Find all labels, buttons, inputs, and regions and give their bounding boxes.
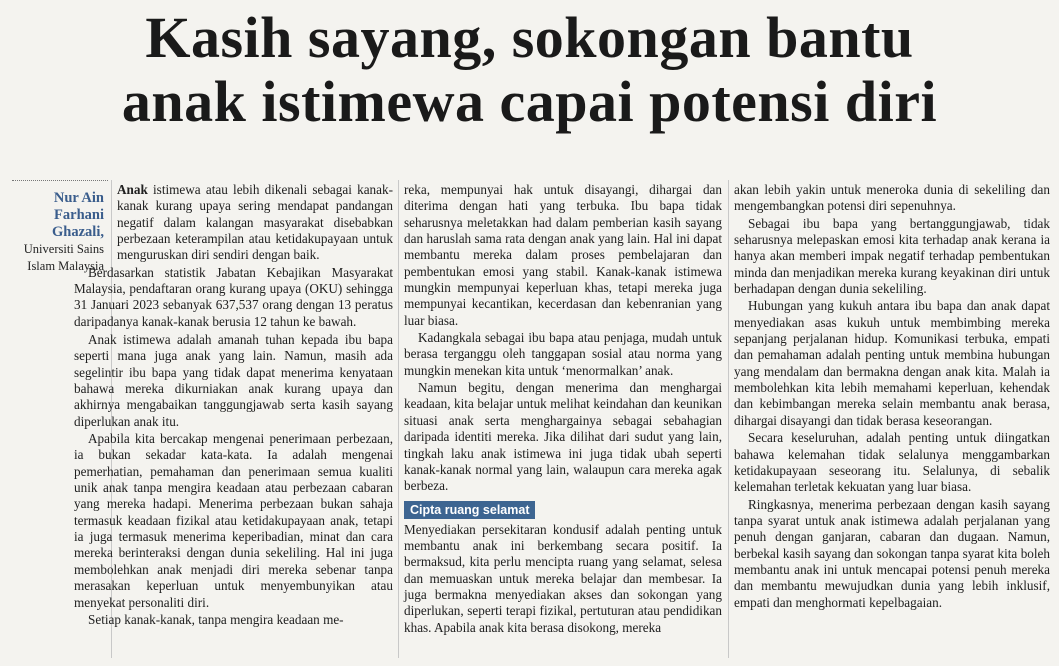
author-name-line-1: Nur Ain [53,190,104,206]
paragraph: Sebagai ibu bapa yang bertanggungjawab, tidak seharusnya melepaskan emosi kita terhadap anak kerana ia hanya akan memberi impak negatif terhadap pembentukan minda dan menjadikan mereka kurang keyakinan diri untuk berhadapan dengan dunia sekeliling. [734,215,1050,297]
headline [0,6,1059,134]
paragraph: Hubungan yang kukuh antara ibu bapa dan anak dapat menyediakan asas kukuh untuk membimbing mereka sepanjang perjalanan hidup. Komunikasi terbuka, empati dan pemahaman adalah penting untuk membina hubungan yang mendalam dan bermakna dengan anak kita. Malah ia membolehkan kita lebih memahami keperluan, kehendak dan kebimbangan mereka selain membantu anak berasa, dihargai disayangi dan tidak berasa keseorangan. [734,298,1050,428]
headline-line-1: Kasih sayang, sokongan bantu [145,5,914,70]
article-column-1-wide [74,332,393,629]
article-column-2 [404,182,722,637]
author-name-line-3: Ghazali, [52,224,104,240]
paragraph [117,182,393,264]
byline-rule [12,180,108,181]
section-subheading: Cipta ruang selamat [404,501,535,519]
paragraph: Kadangkala sebagai ibu bapa atau penjaga, mudah untuk berasa terganggu oleh tanggapan sosial atau norma yang mungkin menekan kita untuk ‘menormalkan’ anak. [404,330,722,378]
column-divider-3 [728,180,729,658]
paragraph: Anak istimewa adalah amanah tuhan kepada ibu bapa seperti mana juga anak yang lain. Namun, masih ada segelintir ibu bapa yang tidak dapat menerima kenyataan bahawa mereka dikurniakan anak kurang upaya dan akhirnya mengabaikan tanggungjawab serta kasih sayang diperlukan anak itu. [74,332,393,429]
author-affiliation-line-2: Islam Malaysia [27,259,104,273]
headline-line-2: anak istimewa capai potensi diri [121,69,938,134]
paragraph: Secara keseluruhan, adalah penting untuk diingatkan bahawa kelemahan tidak selalunya menggambarkan ketidakupayaan seseorang itu. Selalunya, di sebalik kelemahan terletak kekuatan yang luar biasa. [734,430,1050,495]
paragraph: Setiap kanak-kanak, tanpa mengira keadaan me- [88,611,344,627]
paragraph: Namun begitu, dengan menerima dan menghargai keadaan, kita belajar untuk melihat keindahan dan keunikan situasi anak serta menghargainya sebagai sebahagian daripada identiti mereka. Jika dilihat dari sudut yang lain, tingkah laku anak istimewa ini juga tidak ubah seperti kanak-kanak normal yang lain, walaupun cara mereka agak berbeza. [404,380,722,494]
article-column-3 [734,182,1050,612]
paragraph-text: istimewa atau lebih dikenali sebagai kanak-kanak kurang upaya sering mendapat pandangan negatif dalam kalangan masyarakat disebabkan perbezaan keterampilan atau ketidakupayaan untuk menguruskan diri sendiri dengan baik. [117,182,393,263]
paragraph: reka, mempunyai hak untuk disayangi, dihargai dan diterima dengan hati yang terbuka. Ibu bapa tidak seharusnya meletakkan had dalam pemberian kasih sayang dan haruslah sama rata dengan anak yang lain. Hal ini dapat membantu mereka dalam proses pembelajaran dan pembentukan emosi yang stabil. Kanak-kanak istimewa mungkin mempunyai keperluan khas, tetapi mereka juga mempunyai kecantikan, kecerdasan dan kebenranian yang luar biasa. [404,182,722,328]
column-divider-2 [398,180,399,658]
paragraph: Berdasarkan statistik Jabatan Kebajikan Masyarakat Malaysia, pendaftaran orang kurang upaya (OKU) sehingga 31 Januari 2023 sebanyak 637,537 orang dengan 13 peratus daripadanya kanak-kanak berusia 12 tahun ke bawah. [74,264,393,329]
author-name-line-2: Farhani [54,207,104,223]
paragraph: akan lebih yakin untuk meneroka dunia di sekeliling dan mengembangkan potensi diri sepenuhnya. [734,182,1050,214]
byline [8,190,104,275]
paragraph: Ringkasnya, menerima perbezaan dengan kasih sayang tanpa syarat untuk anak istimewa adalah perjalanan yang penuh dengan ganjaran, cabaran dan dugaan. Namun, berbekal kasih sayang dan sokongan tanpa syarat kita boleh membantu anak ini untuk mencapai potensi penuh mereka dan membantu mewujudkan dunia yang lebih inklusif, empati dan menghormati kepelbagaian. [734,496,1050,610]
paragraph: Apabila kita bercakap mengenai penerimaan perbezaan, ia bukan sekadar kata-kata. Ia adalah mengenai pemerhatian, pemahaman dan penerimaan semua kualiti unik anak tanpa mengira keadaan atau perbezaan cabaran yang mereka hadapi. Menerima perbezaan bukan sahaja termasuk keadaan fizikal atau ketidakupayaan anak, tetapi ia juga termasuk menerima keperibadian, minat dan cara mereka berinteraksi dengan dunia sekeliling. Hal ini juga membolehkan anak menjadi diri mereka sebenar tanpa merasakan keperluan untuk menyembunyikan atau menyekat personaliti diri. [74,431,393,610]
lead-word: Anak [117,182,148,197]
author-affiliation-line-1: Universiti Sains [23,242,104,256]
paragraph: Menyediakan persekitaran kondusif adalah penting untuk membantu anak ini berkembang secara positif. Ia bermaksud, kita perlu mencipta ruang yang selamat, selesa dan memuaskan untuk mereka belajar dan membesar. Ia juga bermakna menyediakan akses dan sokongan yang diperlukan, seperti terapi fizikal, pertuturan atau pendidikan khas. Apabila anak kita berasa disokong, mereka [404,521,722,635]
